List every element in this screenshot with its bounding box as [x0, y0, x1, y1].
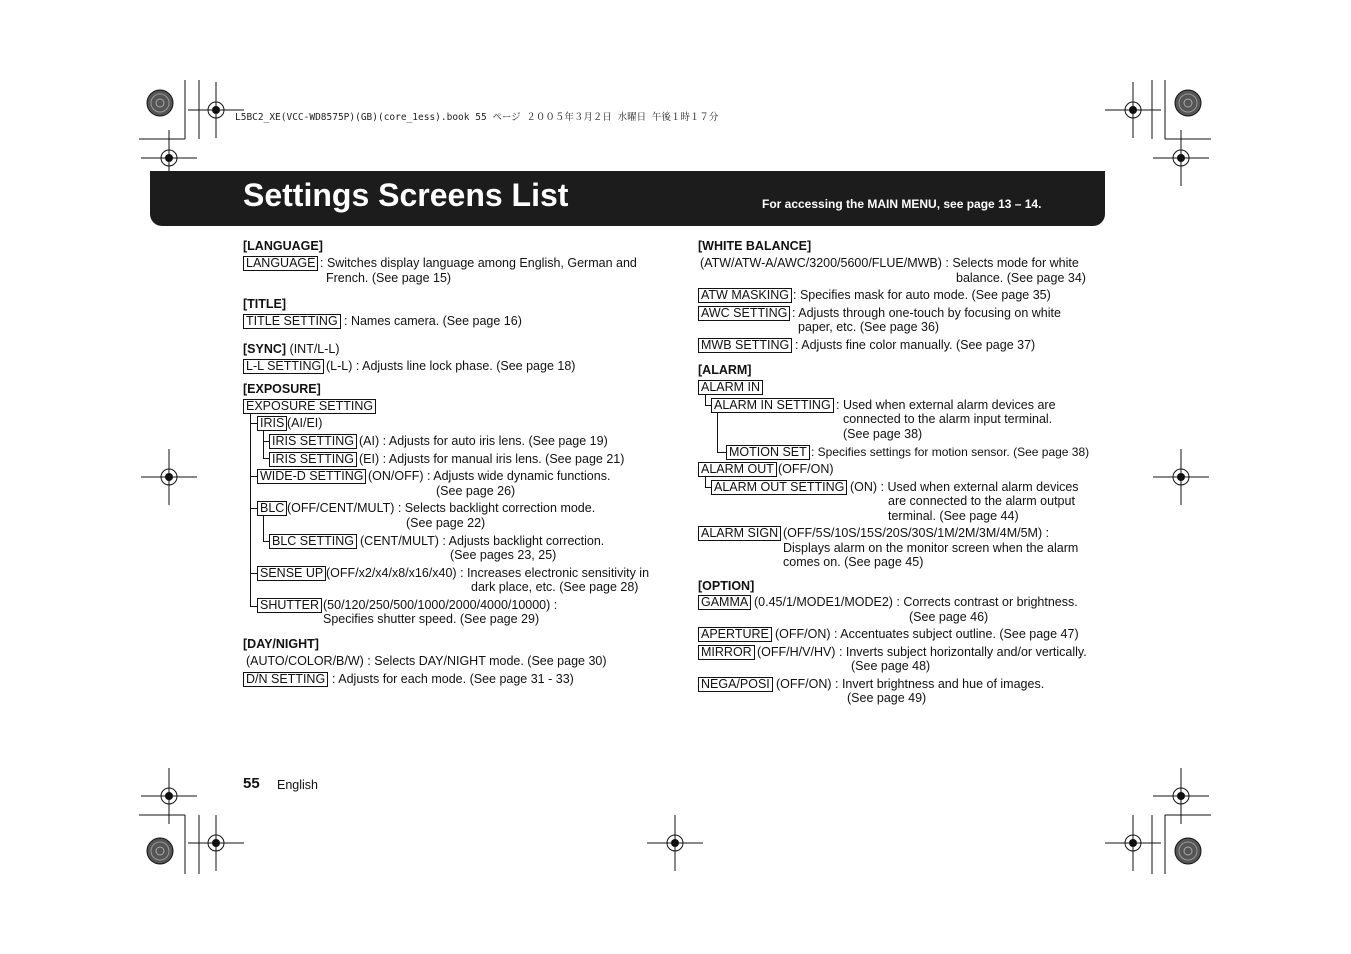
blc-setting-desc: (CENT/MULT) : Adjusts backlight correction. — [360, 534, 605, 548]
nega-posi-box: NEGA/POSI — [698, 677, 773, 692]
print-header: L5BC2_XE(VCC-WD8575P)(GB)(core_1ess).book 55 ページ ２００５年３月２日 水曜日 午後１時１７分 — [235, 112, 719, 123]
tree-branch — [717, 452, 726, 453]
blc-desc-cont: (See page 22) — [406, 516, 486, 530]
tree-branch — [250, 606, 257, 607]
title-setting-box: TITLE SETTING — [243, 314, 341, 329]
blc-setting-desc-cont: (See pages 23, 25) — [450, 548, 557, 562]
iris-setting-ei-desc: (EI) : Adjusts for manual iris lens. (See page 21) — [359, 452, 625, 466]
alarm-sign-desc-cont: Displays alarm on the monitor screen when the alarm — [783, 541, 1079, 555]
white-balance-mode-line-cont: balance. (See page 34) — [956, 271, 1086, 285]
language-desc: : Switches display language among English, German and — [320, 256, 637, 270]
alarm-in-box: ALARM IN — [698, 380, 763, 395]
iris-tree-line — [263, 431, 264, 459]
exposure-setting-box: EXPOSURE SETTING — [243, 399, 376, 414]
title-banner — [150, 171, 1105, 226]
page-number: 55 — [243, 775, 260, 792]
blc-tree-line — [263, 516, 264, 541]
tree-branch — [250, 423, 257, 424]
alarm-in-setting-desc-page: (See page 38) — [843, 427, 923, 441]
motion-tree-line — [717, 413, 718, 452]
iris-setting-ei-box: IRIS SETTING — [269, 452, 357, 467]
tree-branch — [250, 508, 257, 509]
sync-heading: [SYNC] — [243, 342, 287, 356]
sync-modes: (INT/L-L) — [286, 342, 340, 356]
sync-heading-line — [243, 342, 340, 356]
blc-setting-box: BLC SETTING — [269, 534, 357, 549]
title-setting-desc: : Names camera. (See page 16) — [344, 314, 522, 328]
dn-setting-box: D/N SETTING — [243, 672, 328, 687]
sense-up-box: SENSE UP — [257, 566, 326, 581]
nega-posi-desc: (OFF/ON) : Invert brightness and hue of images. — [776, 677, 1045, 691]
alarm-out-setting-desc-cont: are connected to the alarm output — [888, 494, 1075, 508]
mwb-setting-box: MWB SETTING — [698, 338, 792, 353]
alarm-in-setting-desc: : Used when external alarm devices are — [836, 398, 1056, 412]
page-subtitle: For accessing the MAIN MENU, see page 13 – 14. — [762, 197, 1042, 211]
alarm-out-setting-desc: (ON) : Used when external alarm devices — [850, 480, 1079, 494]
blc-box: BLC — [257, 501, 287, 516]
alarm-out-desc: (OFF/ON) — [778, 462, 834, 476]
page-title: Settings Screens List — [243, 177, 569, 213]
alarm-in-setting-box: ALARM IN SETTING — [711, 398, 834, 413]
language-box: LANGUAGE — [243, 256, 318, 271]
dn-setting-desc: : Adjusts for each mode. (See page 31 - 33) — [332, 672, 574, 686]
exposure-tree-line — [250, 414, 251, 607]
language-heading: [LANGUAGE] — [243, 239, 323, 253]
alarm-sign-box: ALARM SIGN — [698, 526, 781, 541]
shutter-desc-cont: Specifies shutter speed. (See page 29) — [323, 612, 540, 626]
tree-branch — [250, 476, 257, 477]
gamma-box: GAMMA — [698, 595, 751, 610]
iris-setting-ai-box: IRIS SETTING — [269, 434, 357, 449]
sense-up-desc-cont: dark place, etc. (See page 28) — [471, 580, 639, 594]
daynight-heading: [DAY/NIGHT] — [243, 637, 319, 651]
tree-branch — [250, 573, 257, 574]
alarm-heading: [ALARM] — [698, 363, 752, 377]
wide-d-setting-desc-cont: (See page 26) — [436, 484, 516, 498]
daynight-mode-line: (AUTO/COLOR/B/W) : Selects DAY/NIGHT mode. (See page 30) — [246, 654, 607, 668]
gamma-desc-cont: (See page 46) — [909, 610, 989, 624]
title-heading: [TITLE] — [243, 297, 287, 311]
mwb-setting-desc: : Adjusts fine color manually. (See page 37) — [795, 338, 1036, 352]
white-balance-heading: [WHITE BALANCE] — [698, 239, 812, 253]
awc-setting-desc: : Adjusts through one-touch by focusing on white — [792, 306, 1061, 320]
awc-setting-box: AWC SETTING — [698, 306, 790, 321]
motion-set-desc: : Specifies settings for motion sensor. (See page 38) — [811, 445, 1090, 459]
language-desc-cont: French. (See page 15) — [326, 271, 452, 285]
aperture-box: APERTURE — [698, 627, 772, 642]
exposure-heading: [EXPOSURE] — [243, 382, 321, 396]
iris-setting-ai-desc: (AI) : Adjusts for auto iris lens. (See page 19) — [359, 434, 608, 448]
page-language: English — [277, 778, 318, 792]
alarm-out-box: ALARM OUT — [698, 462, 777, 477]
gamma-desc: (0.45/1/MODE1/MODE2) : Corrects contrast or brightness. — [754, 595, 1078, 609]
mirror-desc-cont: (See page 48) — [851, 659, 931, 673]
alarm-sign-desc-page: comes on. (See page 45) — [783, 555, 924, 569]
awc-setting-desc-cont: paper, etc. (See page 36) — [798, 320, 940, 334]
blc-desc: (OFF/CENT/MULT) : Selects backlight correction mode. — [287, 501, 596, 515]
atw-masking-desc: : Specifies mask for auto mode. (See page 35) — [793, 288, 1051, 302]
ll-setting-desc: (L-L) : Adjusts line lock phase. (See page 18) — [326, 359, 576, 373]
wide-d-setting-desc: (ON/OFF) : Adjusts wide dynamic functions. — [368, 469, 611, 483]
wide-d-setting-box: WIDE-D SETTING — [257, 469, 366, 484]
ll-setting-box: L-L SETTING — [243, 359, 324, 374]
sense-up-desc: (OFF/x2/x4/x8/x16/x40) : Increases electronic sensitivity in — [326, 566, 650, 580]
aperture-desc: (OFF/ON) : Accentuates subject outline. (See page 47) — [775, 627, 1079, 641]
white-balance-mode-line: (ATW/ATW-A/AWC/3200/5600/FLUE/MWB) : Selects mode for white — [700, 256, 1079, 270]
iris-box: IRIS — [257, 416, 287, 431]
motion-set-box: MOTION SET — [726, 445, 810, 460]
shutter-box: SHUTTER — [257, 598, 322, 613]
alarm-sign-desc: (OFF/5S/10S/15S/20S/30S/1M/2M/3M/4M/5M) : — [783, 526, 1050, 540]
alarm-in-setting-desc-cont: connected to the alarm input terminal. — [843, 412, 1053, 426]
alarm-out-setting-desc-page: terminal. (See page 44) — [888, 509, 1019, 523]
mirror-box: MIRROR — [698, 645, 755, 660]
shutter-desc: (50/120/250/500/1000/2000/4000/10000) : — [323, 598, 558, 612]
mirror-desc: (OFF/H/V/HV) : Inverts subject horizontally and/or vertically. — [757, 645, 1087, 659]
nega-posi-desc-cont: (See page 49) — [847, 691, 927, 705]
alarm-out-setting-box: ALARM OUT SETTING — [711, 480, 847, 495]
atw-masking-box: ATW MASKING — [698, 288, 792, 303]
option-heading: [OPTION] — [698, 579, 755, 593]
iris-desc: (AI/EI) — [287, 416, 323, 430]
